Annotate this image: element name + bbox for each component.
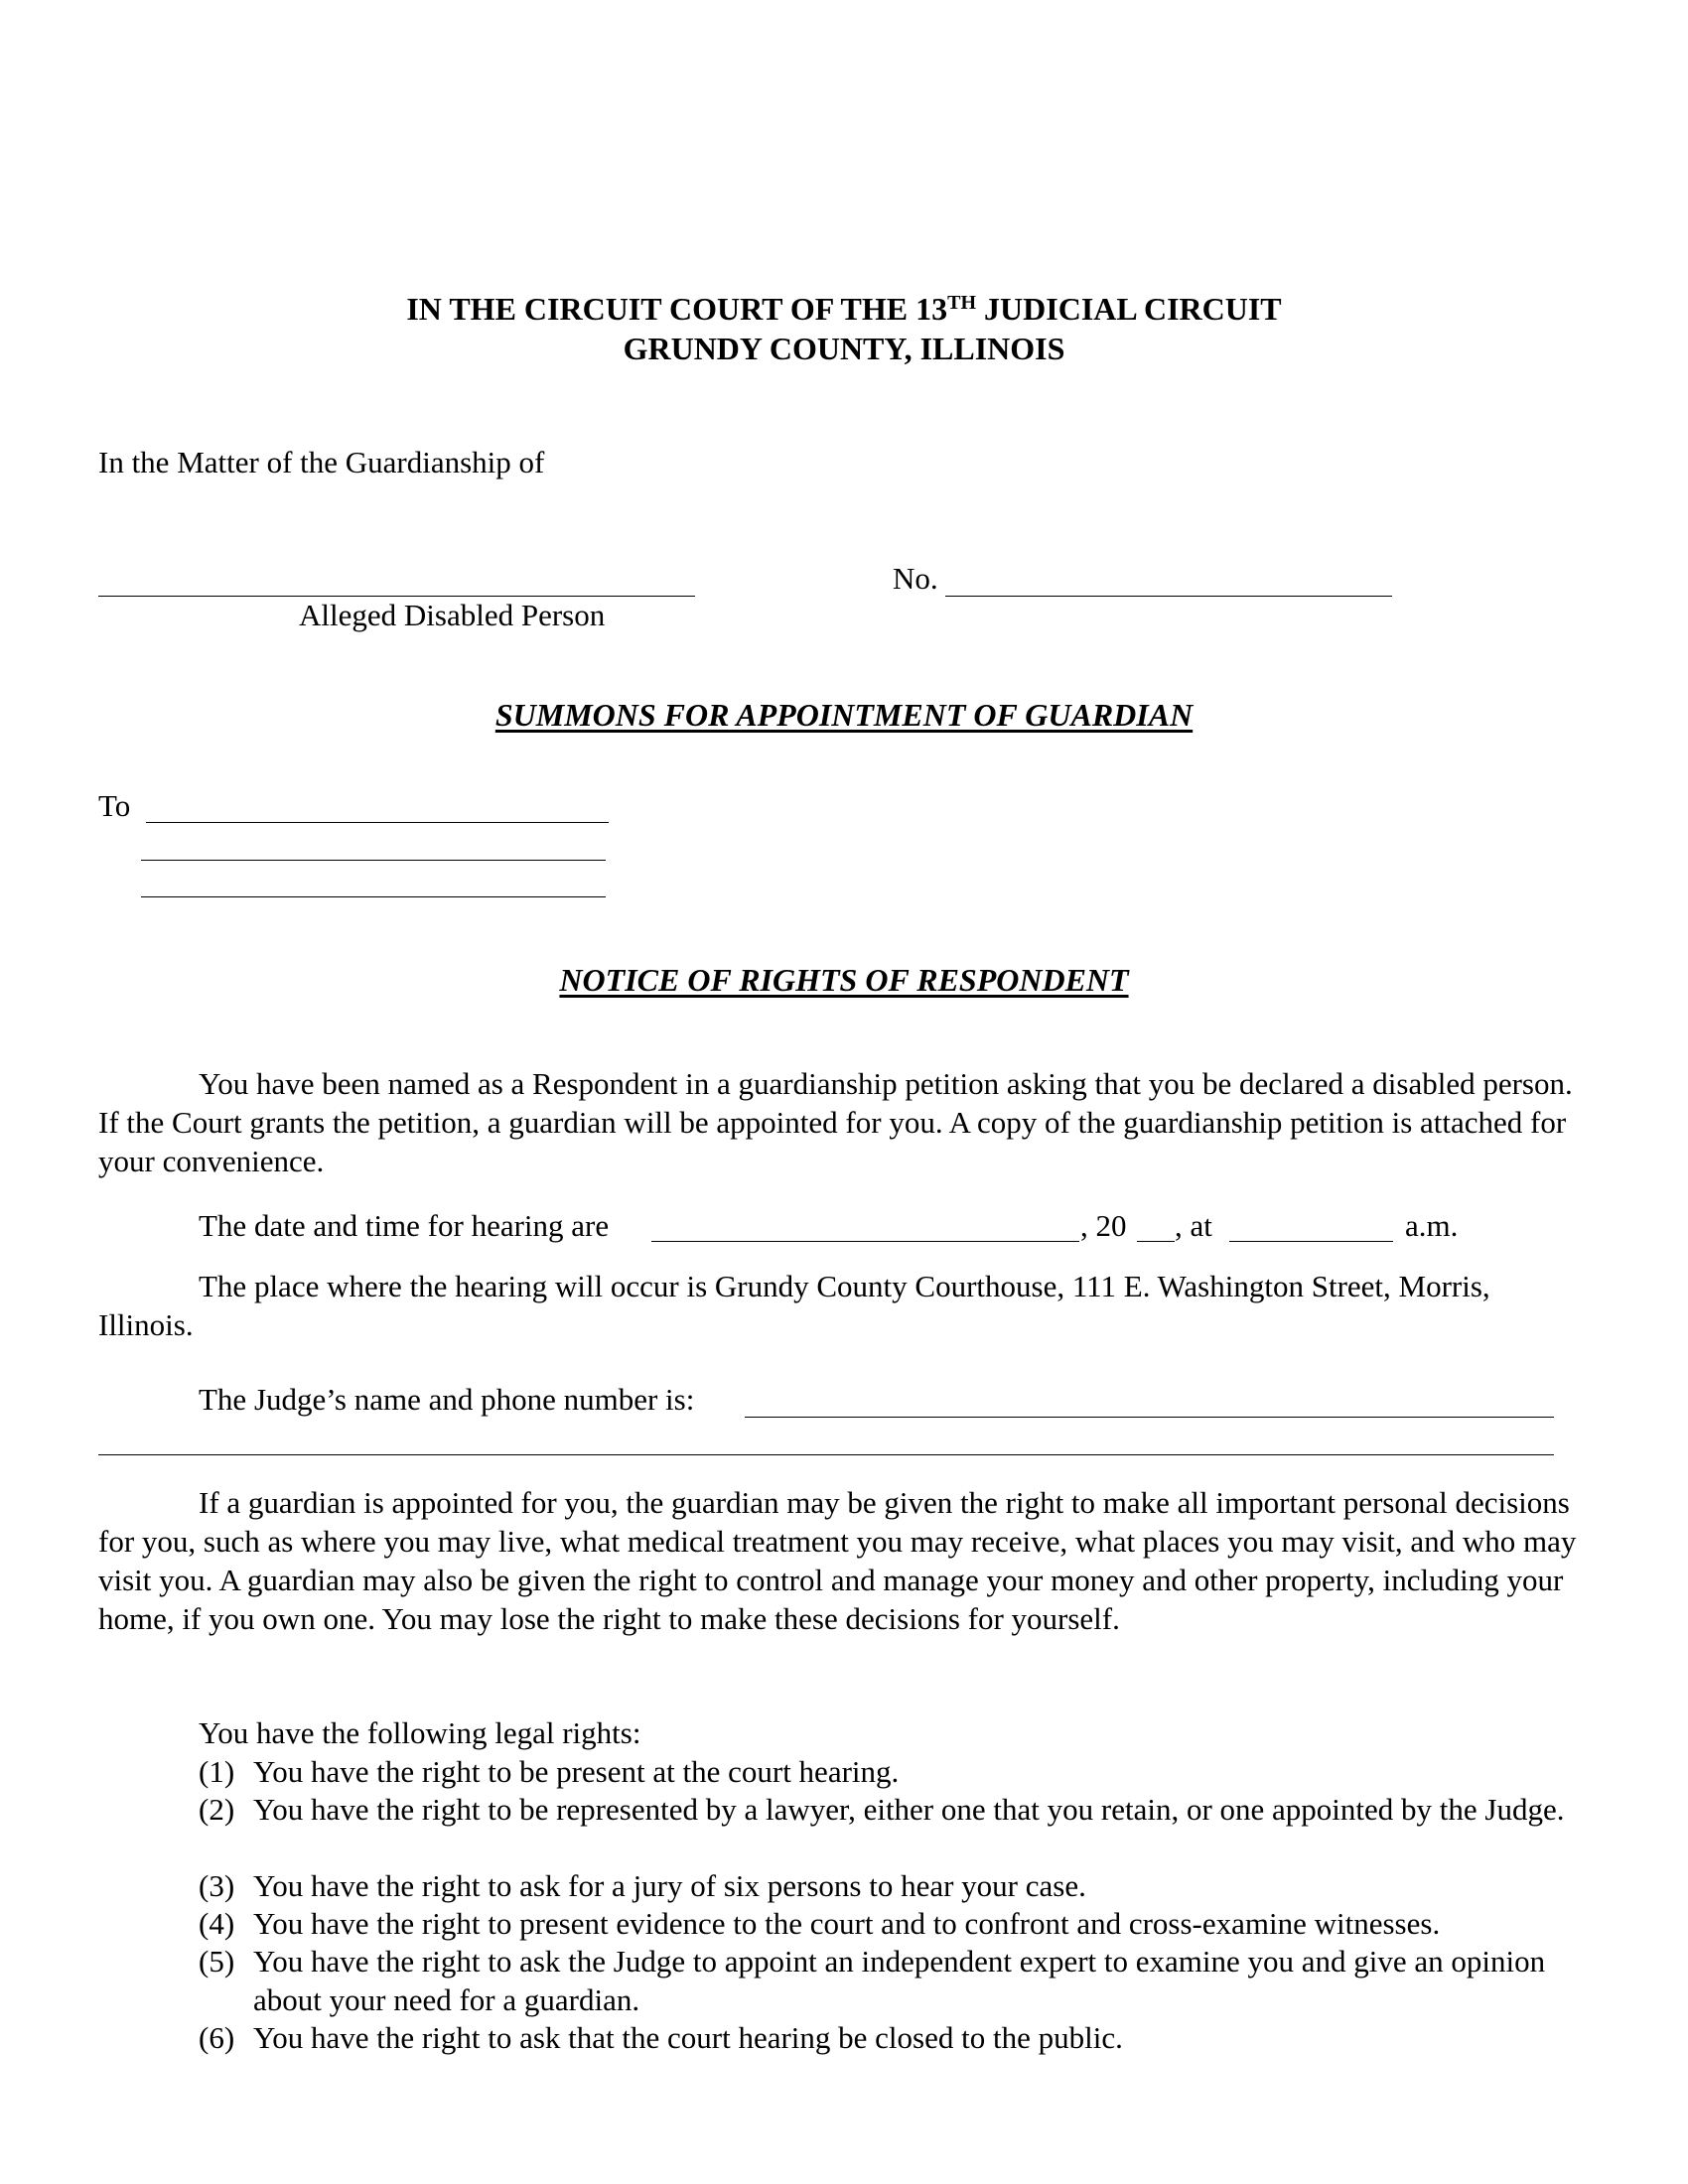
summons-title: SUMMONS FOR APPOINTMENT OF GUARDIAN xyxy=(494,697,1194,733)
rights-item xyxy=(199,1866,1589,1905)
guardian-powers-paragraph: If a guardian is appointed for you, the guardian may be given the right to make all important personal decisions for you, such as where you may live, what medical treatment you may receive, what places you may visit, and who may visit you. A guardian may also be given the right to control and manage your money and other property, including your home, if you own one. You may lose the right to make these decisions for yourself. xyxy=(98,1485,1577,1636)
court-heading-line2: GRUNDY COUNTY, ILLINOIS xyxy=(623,331,1065,366)
rights-item-text: You have the right to be present at the court hearing. xyxy=(253,1754,900,1789)
to-address-line-1[interactable] xyxy=(146,822,609,823)
case-number-label: No. xyxy=(893,561,938,596)
rights-item-text: You have the right to present evidence to the court and to confront and cross-examine witnesses. xyxy=(253,1906,1441,1941)
hearing-date-label: The date and time for hearing are xyxy=(199,1208,610,1243)
judge-info-label: The Judge’s name and phone number is: xyxy=(199,1382,695,1417)
hearing-year-field[interactable] xyxy=(1137,1241,1175,1242)
hearing-ampm-label: a.m. xyxy=(1405,1208,1459,1243)
rights-item-text: You have the right to be represented by a lawyer, either one that you retain, or one appointed by the Judge. xyxy=(253,1792,1565,1827)
rights-item-number: (1) xyxy=(199,1754,235,1789)
rights-item-number: (6) xyxy=(199,2020,235,2055)
rights-item xyxy=(199,1942,1589,2019)
rights-item-text: You have the right to ask for a jury of six persons to hear your case. xyxy=(253,1868,1086,1903)
rights-item xyxy=(199,1752,1589,1791)
judge-info-field-continued[interactable] xyxy=(98,1454,1554,1455)
rights-item-text: You have the right to ask the Judge to appoint an independent expert to examine you and give an opinion about your need for a guardian. xyxy=(253,1944,1546,2017)
matter-caption: In the Matter of the Guardianship of xyxy=(98,445,545,479)
hearing-date-field[interactable] xyxy=(651,1241,1079,1242)
rights-intro: You have the following legal rights: xyxy=(199,1715,641,1750)
to-address-line-2[interactable] xyxy=(141,860,606,861)
rights-item-number: (5) xyxy=(199,1944,235,1979)
case-number-field[interactable] xyxy=(945,596,1392,597)
rights-item-number: (4) xyxy=(199,1906,235,1941)
hearing-place-paragraph: The place where the hearing will occur is Grundy County Courthouse, 111 E. Washington Street, Morris, Illinois. xyxy=(98,1269,1490,1342)
rights-item xyxy=(199,1790,1589,1867)
notice-title: NOTICE OF RIGHTS OF RESPONDENT xyxy=(559,962,1129,998)
to-address-line-3[interactable] xyxy=(141,896,606,897)
alleged-disabled-person-label: Alleged Disabled Person xyxy=(299,598,606,632)
hearing-year-prefix: , 20 xyxy=(1080,1208,1127,1243)
rights-item-number: (2) xyxy=(199,1792,235,1827)
rights-item-text: You have the right to ask that the court hearing be closed to the public. xyxy=(253,2020,1123,2055)
rights-item-number: (3) xyxy=(199,1868,235,1903)
judge-info-field[interactable] xyxy=(745,1417,1554,1418)
hearing-time-field[interactable] xyxy=(1229,1241,1393,1242)
rights-item xyxy=(199,1904,1589,1943)
hearing-at-label: , at xyxy=(1175,1208,1212,1243)
rights-item xyxy=(199,2018,1589,2057)
intro-paragraph: You have been named as a Respondent in a guardianship petition asking that you be declared a disabled person. If the Court grants the petition, a guardian will be appointed for you. A copy of the guardianship petition is attached for your convenience. xyxy=(98,1066,1573,1178)
to-label: To xyxy=(98,788,131,823)
court-heading-line1: IN THE CIRCUIT COURT OF THE 13TH JUDICIAL CIRCUIT xyxy=(406,291,1282,327)
